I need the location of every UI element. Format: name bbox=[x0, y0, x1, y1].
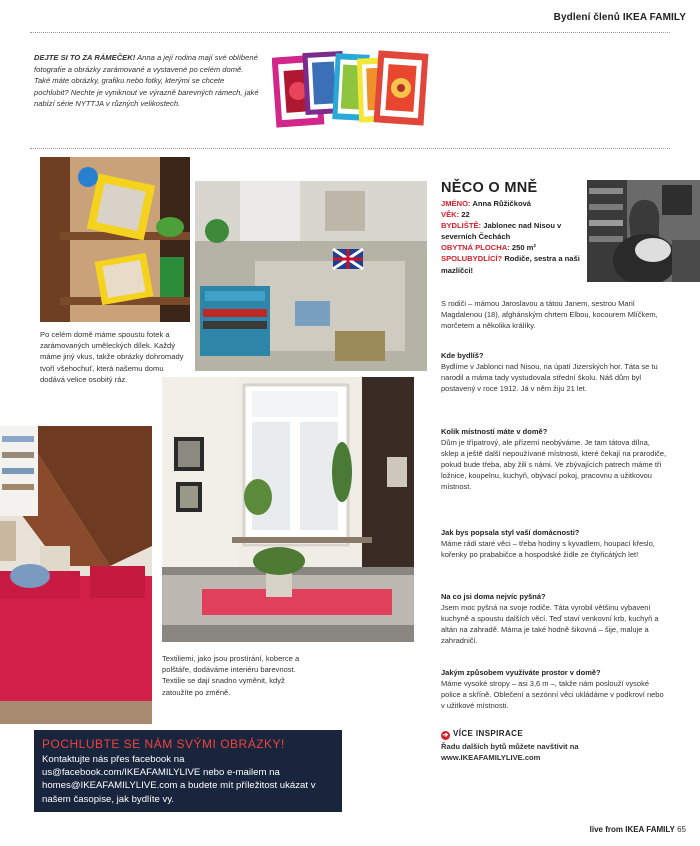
promo-text: Kontaktujte nás přes facebook na us@facebook.com/IKEAFAMILYLIVE nebo e-mailem na homes@IKEAFAMILYLIVE.com a budete mít příležitost ukázat v našem časopise, jak bydlíte vy. bbox=[42, 754, 316, 805]
about-facts bbox=[441, 198, 581, 276]
intro-paragraph bbox=[34, 52, 259, 110]
fact-label: BYDLIŠTĚ: bbox=[441, 221, 482, 231]
inspiration-title-text: VÍCE INSPIRACE bbox=[453, 729, 524, 738]
qa-block bbox=[441, 591, 669, 646]
footer-magazine: live from IKEA FAMILY bbox=[589, 825, 675, 834]
qa-question: Kde bydlíš? bbox=[441, 351, 484, 360]
qa-block bbox=[441, 426, 669, 493]
fact-row bbox=[441, 209, 581, 220]
fact-value: 22 bbox=[461, 210, 470, 220]
inspiration-text[interactable]: Řadu dalších bytů můžete navštívit na www.IKEAFAMILYLIVE.com bbox=[441, 742, 579, 762]
promo-title: POCHLUBTE SE NÁM SVÝMI OBRÁZKY! bbox=[42, 737, 285, 751]
textiles-caption: Textiliemi, jako jsou prostírání, koberce a polštáře, dodáváme interiéru barevnost. Textilie se dají snadno vyměnit, když zatoužíte po změně. bbox=[156, 646, 308, 724]
inspiration-title bbox=[441, 729, 523, 740]
qa-answer: Máme rádi staré věci – třeba hodiny s kyvadlem, houpací křeslo, kořenky po prababičce a hospodské židle ze čtyřicátých let! bbox=[441, 539, 655, 560]
intro-divider bbox=[30, 148, 670, 149]
page-number: 65 bbox=[677, 825, 686, 834]
fact-row bbox=[441, 242, 581, 253]
header-divider bbox=[30, 32, 670, 33]
page-header-title: Bydlení členů IKEA FAMILY bbox=[553, 12, 686, 23]
fact-label: SPOLUBYDLÍCÍ? bbox=[441, 254, 503, 264]
shelf-caption: Po celém domě máme spoustu fotek a zarámovaných uměleckých dílek. Každý máme jiný vkus, takže obrázky dohromady tvoří všehochuť, která našemu domu dodává velice osobitý ráz. bbox=[34, 322, 194, 422]
qa-answer: Jsem moc pyšná na svoje rodiče. Táta vyrobil většinu vybavení kuchyně a spoustu dalších věcí. Teď staví venkovní krb, kuchyň a altán na zahradě. Máma je také hodně šikovná – šije, maluje a zahradničí. bbox=[441, 603, 659, 646]
fact-label: VĚK: bbox=[441, 210, 460, 220]
qa-question: Jakým způsobem využíváte prostor v domě? bbox=[441, 668, 601, 677]
qa-answer: Dům je třípatrový, ale přízemí neobýváme. Je tam tátova dílna, sklep a ještě další nepoužívané místnosti, které čekají na prarodiče, pokud bude třeba, aby žili s námi. Ve zbývajících patrech máme tři ložnice, koupelnu, kuchyň, obývací pokoj, pracovnu a užitkovou místnost. bbox=[441, 438, 667, 492]
fact-row bbox=[441, 253, 581, 275]
portrait-photo bbox=[587, 180, 700, 282]
desk-photo bbox=[195, 181, 427, 371]
arrow-right-icon: ➔ bbox=[442, 732, 449, 739]
qa-answer: Máme vysoké stropy – asi 3,6 m –, takže nám poslouží vysoké police a skříně. Oblečení a sezónní věci ukládáme v podkroví nebo v užitkové místnosti. bbox=[441, 679, 664, 711]
fact-row bbox=[441, 220, 581, 242]
qa-question: Kolik místností máte v domě? bbox=[441, 427, 548, 436]
fact-value: 250 m² bbox=[511, 243, 536, 253]
qa-answer: Bydlíme v Jablonci nad Nisou, na úpatí Jizerských hor. Táta se tu narodil a máma tady vystudovala střední školu. Náš dům byl postavený v roce 1912. Já v něm žiju 21 let. bbox=[441, 362, 658, 394]
qa-block bbox=[441, 350, 669, 394]
qa-question: Jak bys popsala styl vaší domácnosti? bbox=[441, 528, 580, 537]
about-intro-text: S rodiči – mámou Jaroslavou a tátou Janem, sestrou Marií Magdalenou (18), afghánským chrtem Elbou, kocourem Mlíčkem, morčetem a několika králíky. bbox=[441, 299, 658, 331]
fact-value: Rodiče, sestra a naši mazlíčci! bbox=[441, 254, 580, 275]
about-title: NĚCO O MNĚ bbox=[441, 180, 538, 196]
shelf-photo bbox=[40, 157, 190, 322]
fact-value: Jablonec nad Nisou v severních Čechách bbox=[441, 221, 562, 242]
bedroom-photo bbox=[0, 426, 152, 724]
qa-question: Na co jsi doma nejvíc pyšná? bbox=[441, 592, 546, 601]
fact-row bbox=[441, 198, 581, 209]
fact-label: JMÉNO: bbox=[441, 199, 471, 208]
fact-label: OBYTNÁ PLOCHA: bbox=[441, 243, 510, 253]
qa-block bbox=[441, 667, 669, 711]
window-room-photo bbox=[162, 377, 414, 642]
nyttja-frames-image bbox=[272, 48, 432, 132]
intro-lead: DEJTE SI TO ZA RÁMEČEK! bbox=[34, 53, 136, 62]
promo-box bbox=[34, 730, 342, 812]
page-footer bbox=[590, 825, 686, 834]
fact-value: Anna Růžičková bbox=[472, 199, 532, 208]
qa-block bbox=[441, 527, 669, 560]
intro-text: Anna a její rodina mají své oblíbené fotografie a obrázky zarámované a vystavené po celém domě. Také máte obrázky, grafiku nebo fotky, kterými se chcete pochlubit? Nechte je vyniknout ve výrazně barevných rámech, jaké nabízí série NYTTJA v různých velikostech. bbox=[34, 53, 259, 109]
